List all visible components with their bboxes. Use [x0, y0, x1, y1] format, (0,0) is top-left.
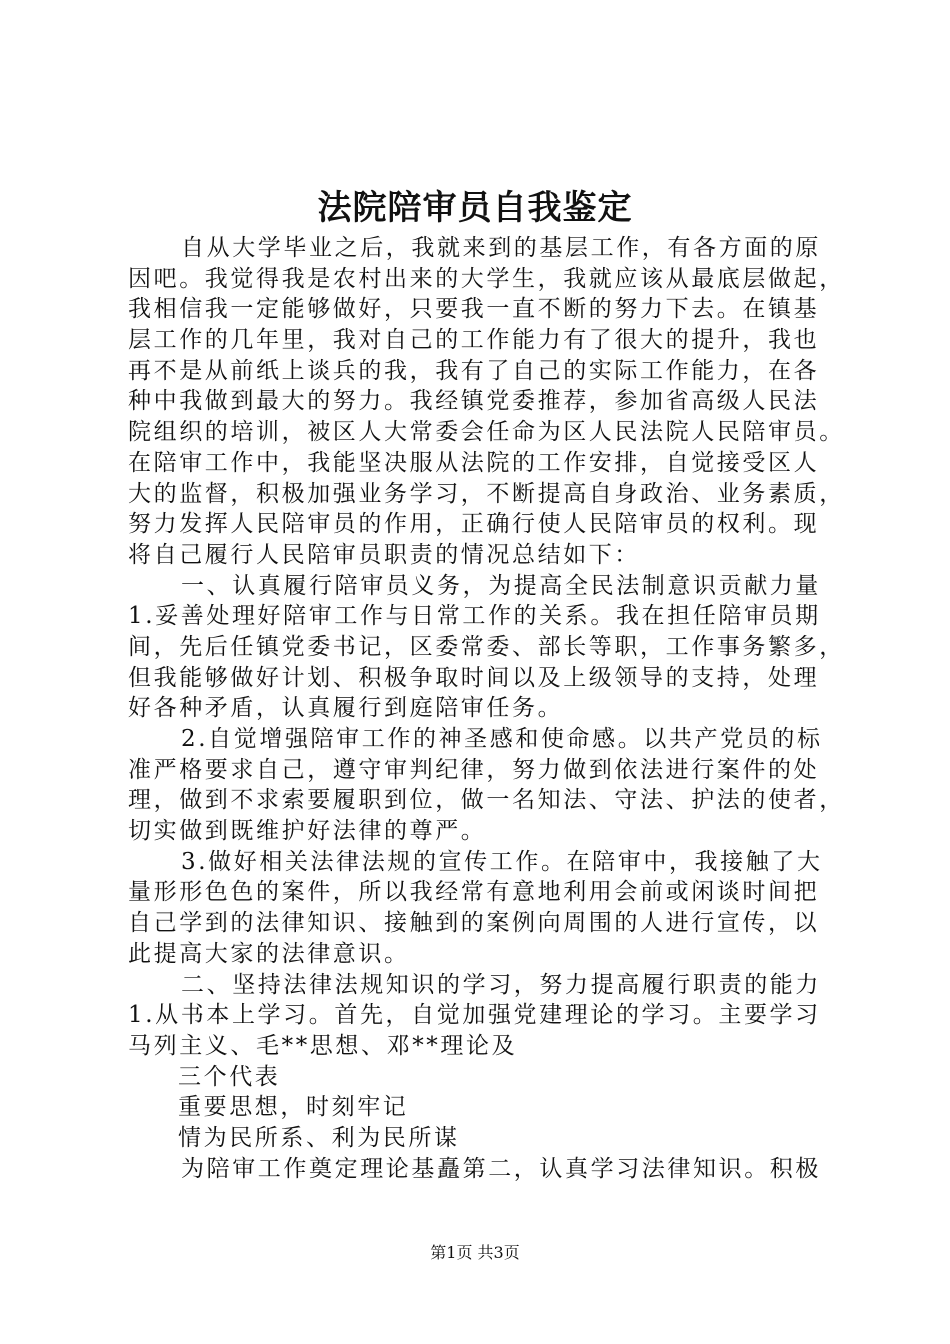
text-line: 1.妥善处理好陪审工作与日常工作的关系。我在担任陪审员期	[128, 603, 821, 630]
text-line: 再不是从前纸上谈兵的我，我有了自己的实际工作能力，在各	[128, 357, 820, 384]
text-line: 此提高大家的法律意识。	[128, 940, 410, 967]
page-number: 第1页 共3页	[430, 1243, 520, 1262]
document-body	[128, 233, 845, 1184]
text-line: 情为民所系、利为民所谋	[178, 1124, 460, 1151]
text-line: 间，先后任镇党委书记，区委常委、部长等职，工作事务繁多，	[128, 633, 845, 660]
text-line: 1.从书本上学习。首先，自觉加强党建理论的学习。主要学习	[128, 1002, 821, 1029]
text-line: 马列主义、毛**思想、邓**理论及	[128, 1032, 518, 1059]
text-line: 理，做到不求索要履职到位，做一名知法、守法、护法的使者，	[128, 787, 845, 814]
document-title: 法院陪审员自我鉴定	[317, 188, 633, 228]
text-line: 自己学到的法律知识、接触到的案例向周围的人进行宣传，以	[128, 910, 820, 937]
text-line: 在陪审工作中，我能坚决服从法院的工作安排，自觉接受区人	[128, 449, 820, 476]
section-heading: 一、认真履行陪审员义务，为提高全民法制意识贡献力量	[181, 572, 821, 599]
text-line: 层工作的几年里，我对自己的工作能力有了很大的提升，我也	[128, 327, 820, 354]
text-line: 好各种矛盾，认真履行到庭陪审任务。	[128, 695, 564, 722]
text-line: 准严格要求自己，遵守审判纪律，努力做到依法进行案件的处	[128, 756, 820, 783]
text-line: 自从大学毕业之后，我就来到的基层工作，有各方面的原	[181, 235, 821, 261]
text-line: 将自己履行人民陪审员职责的情况总结如下：	[128, 541, 640, 568]
text-line: 2.自觉增强陪审工作的神圣感和使命感。以共产党员的标	[181, 726, 823, 752]
text-line: 3.做好相关法律法规的宣传工作。在陪审中，我接触了大	[181, 848, 823, 875]
text-line: 大的监督，积极加强业务学习，不断提高自身政治、业务素质，	[128, 480, 845, 507]
text-line: 重要思想，时刻牢记	[178, 1094, 409, 1121]
text-line: 因吧。我觉得我是农村出来的大学生，我就应该从最底层做起，	[128, 265, 845, 292]
text-line: 我相信我一定能够做好，只要我一直不断的努力下去。在镇基	[128, 296, 820, 323]
text-line: 三个代表	[178, 1063, 281, 1090]
text-line: 量形形色色的案件，所以我经常有意地利用会前或闲谈时间把	[128, 879, 820, 906]
text-line: 努力发挥人民陪审员的作用，正确行使人民陪审员的权利。现	[128, 511, 820, 538]
text-line: 种中我做到最大的努力。我经镇党委推荐，参加省高级人民法	[128, 388, 820, 415]
text-line: 切实做到既维护好法律的尊严。	[128, 818, 487, 845]
text-line: 但我能够做好计划、积极争取时间以及上级领导的支持，处理	[128, 664, 820, 691]
text-line: 院组织的培训，被区人大常委会任命为区人民法院人民陪审员。	[128, 419, 845, 446]
section-heading: 二、坚持法律法规知识的学习，努力提高履行职责的能力	[181, 971, 821, 998]
text-line: 为陪审工作奠定理论基矗第二，认真学习法律知识。积极	[181, 1155, 821, 1182]
